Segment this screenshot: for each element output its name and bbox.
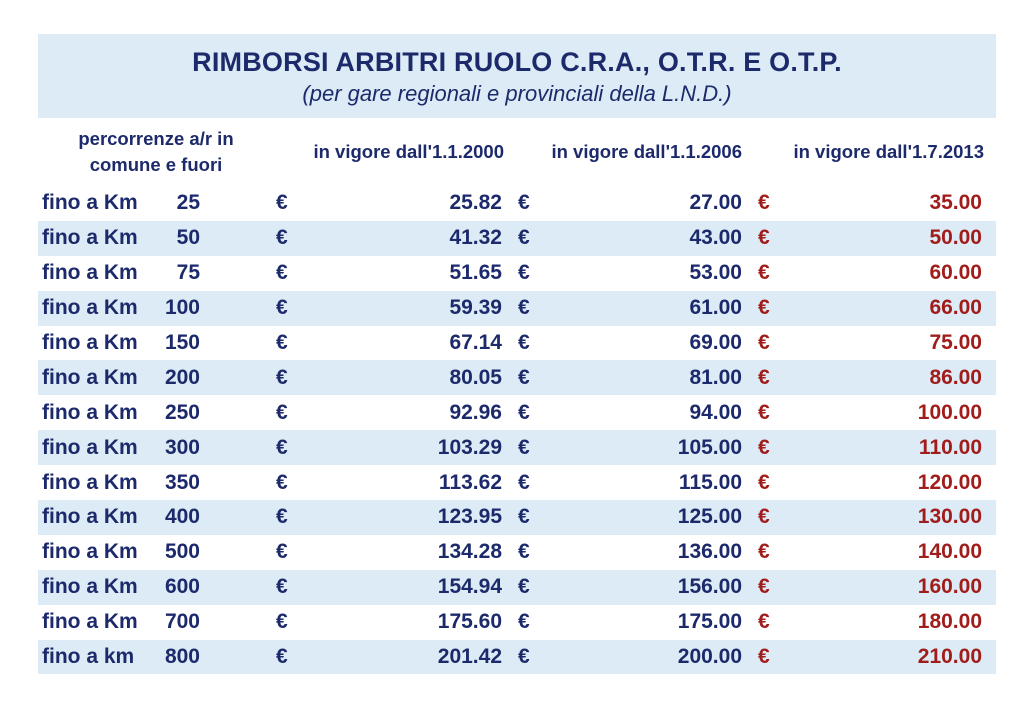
table-row: [38, 326, 996, 361]
distance-km: 100: [164, 296, 200, 320]
euro-sign: €: [276, 645, 288, 669]
table-row: [38, 465, 996, 500]
value-2000: 123.95: [437, 505, 502, 529]
distance-cell: [38, 430, 274, 465]
value-2000-cell: [274, 535, 516, 570]
euro-sign: €: [276, 540, 288, 564]
value-2013: 66.00: [929, 296, 982, 320]
header-col-2000: [274, 118, 516, 186]
value-2013: 75.00: [929, 331, 982, 354]
distance-label: fino a Km: [42, 575, 138, 599]
distance-cell: [38, 326, 274, 361]
table-row: [38, 186, 996, 221]
value-2013-cell: [756, 326, 996, 361]
table-row: [38, 221, 996, 256]
euro-sign: €: [276, 470, 288, 494]
value-2000: 103.29: [437, 435, 502, 459]
table-row: [38, 605, 996, 640]
value-2000: 59.39: [449, 296, 502, 320]
value-2006-cell: [516, 570, 756, 605]
distance-cell: [38, 640, 274, 675]
distance-km: 600: [164, 575, 200, 599]
euro-sign: €: [276, 435, 288, 459]
table-row: [38, 570, 996, 605]
value-2000-cell: [274, 605, 516, 640]
distance-cell: [38, 605, 274, 640]
value-2000: 92.96: [449, 400, 502, 424]
value-2000-cell: [274, 326, 516, 361]
value-2006-cell: [516, 291, 756, 326]
value-2000: 134.28: [437, 540, 502, 564]
value-2013: 140.00: [917, 540, 982, 564]
distance-km: 500: [164, 540, 200, 564]
distance-label: fino a Km: [42, 296, 138, 320]
value-2013: 35.00: [929, 191, 982, 215]
value-2000-cell: [274, 570, 516, 605]
value-2000-cell: [274, 500, 516, 535]
value-2006: 125.00: [677, 505, 742, 529]
euro-sign: €: [276, 365, 288, 389]
value-2013-cell: [756, 395, 996, 430]
value-2000-cell: [274, 395, 516, 430]
value-2006-cell: [516, 640, 756, 675]
euro-sign: €: [518, 226, 530, 250]
value-2006-cell: [516, 535, 756, 570]
value-2006: 200.00: [677, 645, 742, 669]
euro-sign: €: [518, 435, 530, 459]
distance-label: fino a Km: [42, 505, 138, 529]
distance-cell: [38, 395, 274, 430]
value-2000-cell: [274, 430, 516, 465]
value-2006: 27.00: [689, 191, 742, 215]
euro-sign: €: [518, 575, 530, 599]
table-header-row: [38, 118, 996, 186]
value-2013: 50.00: [929, 226, 982, 250]
value-2013-cell: [756, 186, 996, 221]
euro-sign: €: [518, 540, 530, 564]
value-2013: 60.00: [929, 261, 982, 285]
value-2000-cell: [274, 360, 516, 395]
euro-sign: €: [758, 191, 770, 215]
euro-sign: €: [518, 505, 530, 529]
value-2013: 160.00: [917, 575, 982, 599]
value-2006-cell: [516, 256, 756, 291]
distance-label: fino a Km: [42, 610, 138, 634]
value-2006-cell: [516, 395, 756, 430]
distance-cell: [38, 360, 274, 395]
value-2006-cell: [516, 605, 756, 640]
distance-label: fino a Km: [42, 261, 138, 285]
header-distance-line1: percorrenze a/r in: [78, 128, 234, 149]
value-2006: 69.00: [689, 331, 742, 354]
euro-sign: €: [276, 191, 288, 215]
euro-sign: €: [758, 575, 770, 599]
euro-sign: €: [276, 226, 288, 250]
value-2000-cell: [274, 221, 516, 256]
value-2006-cell: [516, 221, 756, 256]
distance-label: fino a Km: [42, 540, 138, 564]
value-2013-cell: [756, 291, 996, 326]
euro-sign: €: [758, 365, 770, 389]
value-2013: 100.00: [917, 400, 982, 424]
euro-sign: €: [758, 400, 770, 424]
table-row: [38, 256, 996, 291]
reimbursement-table: [38, 118, 996, 674]
distance-cell: [38, 570, 274, 605]
euro-sign: €: [758, 470, 770, 494]
page-subtitle: (per gare regionali e provinciali della L.N.D.): [302, 81, 732, 106]
euro-sign: €: [276, 505, 288, 529]
distance-label: fino a Km: [42, 365, 138, 389]
value-2013-cell: [756, 430, 996, 465]
value-2006: 105.00: [677, 435, 742, 459]
value-2006: 94.00: [689, 400, 742, 424]
distance-cell: [38, 500, 274, 535]
euro-sign: €: [276, 575, 288, 599]
value-2006-cell: [516, 465, 756, 500]
value-2006: 136.00: [677, 540, 742, 564]
euro-sign: €: [758, 296, 770, 320]
euro-sign: €: [518, 261, 530, 285]
table-row: [38, 500, 996, 535]
table-row: [38, 395, 996, 430]
distance-km: 800: [164, 645, 200, 669]
value-2013: 130.00: [917, 505, 982, 529]
euro-sign: €: [758, 435, 770, 459]
value-2000: 25.82: [449, 191, 502, 215]
table-row: [38, 535, 996, 570]
distance-km: 700: [164, 610, 200, 634]
value-2006: 175.00: [677, 610, 742, 634]
header-col-2006-label: in vigore dall'1.1.2006: [551, 141, 742, 162]
header-col-2013: [756, 118, 996, 186]
header-col-2006: [516, 118, 756, 186]
value-2013-cell: [756, 535, 996, 570]
value-2006: 61.00: [689, 296, 742, 320]
euro-sign: €: [518, 470, 530, 494]
distance-km: 250: [164, 400, 200, 424]
table-row: [38, 640, 996, 675]
value-2013-cell: [756, 221, 996, 256]
title-block: [38, 34, 996, 118]
value-2000: 113.62: [438, 470, 502, 494]
distance-km: 25: [176, 191, 200, 215]
distance-label: fino a Km: [42, 435, 138, 459]
value-2000: 201.42: [437, 645, 502, 669]
value-2000-cell: [274, 186, 516, 221]
distance-label: fino a Km: [42, 470, 138, 494]
distance-label: fino a Km: [42, 331, 138, 354]
distance-km: 75: [176, 261, 200, 285]
page-title: RIMBORSI ARBITRI RUOLO C.R.A., O.T.R. E O.T.P.: [192, 47, 842, 77]
euro-sign: €: [758, 645, 770, 669]
distance-cell: [38, 291, 274, 326]
value-2013: 180.00: [917, 610, 982, 634]
euro-sign: €: [276, 261, 288, 285]
euro-sign: €: [518, 191, 530, 215]
value-2000: 51.65: [449, 261, 502, 285]
value-2000-cell: [274, 256, 516, 291]
distance-label: fino a Km: [42, 400, 138, 424]
value-2000-cell: [274, 291, 516, 326]
euro-sign: €: [276, 400, 288, 424]
header-distance-line2: comune e fuori: [89, 154, 223, 175]
header-col-2000-label: in vigore dall'1.1.2000: [313, 141, 504, 162]
euro-sign: €: [758, 505, 770, 529]
value-2006-cell: [516, 430, 756, 465]
table-row: [38, 360, 996, 395]
distance-label: fino a Km: [42, 191, 138, 215]
value-2013-cell: [756, 570, 996, 605]
value-2006-cell: [516, 186, 756, 221]
euro-sign: €: [276, 296, 288, 320]
distance-cell: [38, 465, 274, 500]
value-2006-cell: [516, 360, 756, 395]
euro-sign: €: [518, 645, 530, 669]
value-2000: 41.32: [449, 226, 502, 250]
value-2000-cell: [274, 465, 516, 500]
value-2006: 115.00: [678, 470, 742, 494]
distance-cell: [38, 256, 274, 291]
euro-sign: €: [758, 261, 770, 285]
table-row: [38, 430, 996, 465]
distance-cell: [38, 221, 274, 256]
value-2013: 110.00: [918, 435, 982, 459]
value-2000: 175.60: [437, 610, 502, 634]
euro-sign: €: [518, 331, 530, 354]
value-2013: 120.00: [917, 470, 982, 494]
euro-sign: €: [276, 610, 288, 634]
distance-km: 400: [164, 505, 200, 529]
euro-sign: €: [518, 365, 530, 389]
euro-sign: €: [276, 331, 288, 354]
distance-km: 150: [164, 331, 200, 354]
value-2006: 156.00: [677, 575, 742, 599]
value-2013-cell: [756, 256, 996, 291]
distance-cell: [38, 535, 274, 570]
value-2006: 53.00: [689, 261, 742, 285]
distance-km: 300: [164, 435, 200, 459]
value-2006-cell: [516, 326, 756, 361]
euro-sign: €: [518, 400, 530, 424]
distance-cell: [38, 186, 274, 221]
value-2006: 43.00: [689, 226, 742, 250]
euro-sign: €: [758, 610, 770, 634]
distance-label: fino a km: [42, 645, 135, 669]
value-2000-cell: [274, 640, 516, 675]
table-body: [38, 186, 996, 674]
value-2013: 210.00: [917, 645, 982, 669]
value-2013-cell: [756, 465, 996, 500]
value-2013-cell: [756, 640, 996, 675]
euro-sign: €: [518, 296, 530, 320]
header-distance: [38, 118, 274, 186]
euro-sign: €: [758, 540, 770, 564]
value-2013-cell: [756, 605, 996, 640]
euro-sign: €: [758, 331, 770, 354]
value-2000: 154.94: [437, 575, 502, 599]
value-2006: 81.00: [689, 365, 742, 389]
euro-sign: €: [758, 226, 770, 250]
table-row: [38, 291, 996, 326]
value-2013-cell: [756, 500, 996, 535]
header-col-2013-label: in vigore dall'1.7.2013: [793, 141, 984, 162]
distance-km: 200: [164, 365, 200, 389]
value-2000: 80.05: [449, 365, 502, 389]
value-2000: 67.14: [449, 331, 502, 354]
value-2013-cell: [756, 360, 996, 395]
distance-km: 350: [164, 470, 200, 494]
euro-sign: €: [518, 610, 530, 634]
distance-label: fino a Km: [42, 226, 138, 250]
value-2013: 86.00: [929, 365, 982, 389]
reimbursement-sheet: [38, 34, 996, 674]
value-2006-cell: [516, 500, 756, 535]
distance-km: 50: [176, 226, 200, 250]
